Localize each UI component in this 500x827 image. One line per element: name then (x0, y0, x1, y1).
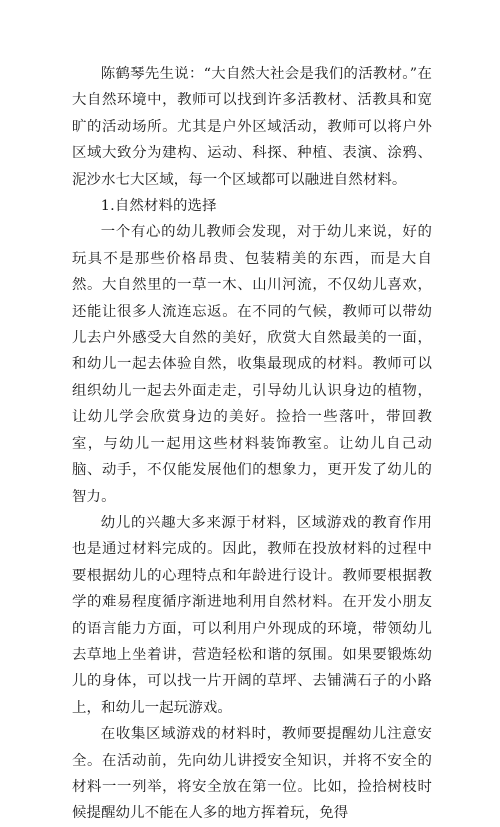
body-paragraph-3: 在收集区域游戏的材料时，教师要提醒幼儿注意安全。在活动前，先向幼儿讲授安全知识，并将不安全的材料一一列举，将安全放在第一位。比如，捡拾树枝时候提醒幼儿不能在人多的地方挥着玩，免得 (72, 726, 432, 822)
intro-paragraph: 陈鹤琴先生说：“大自然大社会是我们的活教材。”在大自然环境中，教师可以找到许多活教材、活教具和宽旷的活动场所。尤其是户外区域活动，教师可以将户外区域大致分为建构、运动、科探、种植、表演、涂鸦、泥沙水七大区域，每一个区域都可以融进自然材料。 (72, 66, 432, 188)
body-paragraph-2: 幼儿的兴趣大多来源于材料，区域游戏的教育作用也是通过材料完成的。因此，教师在投放材料的过程中要根据幼儿的心理特点和年龄进行设计。教师要根据教学的难易程度循序渐进地利用自然材料。在开发小朋友的语言能力方面，可以利用户外现成的环境，带领幼儿去草地上坐着讲，营造轻松和谐的氛围。如果要锻炼幼儿的身体，可以找一片开阔的草坪、去铺满石子的小路上，和幼儿一起玩游戏。 (72, 514, 432, 716)
section-heading: 1.自然材料的选择 (100, 198, 217, 215)
body-paragraph-1: 一个有心的幼儿教师会发现，对于幼儿来说，好的玩具不是那些价格昂贵、包装精美的东西，而是大自然。大自然里的一草一木、山川河流，不仅幼儿喜欢，还能让很多人流连忘返。在不同的气候，教师可以带幼儿去户外感受大自然的美好，欣赏大自然最美的一面，和幼儿一起去体验自然，收集最现成的材料。教师可以组织幼儿一起去外面走走，引导幼儿认识身边的植物，让幼儿学会欣赏身边的美好。捡拾一些落叶，带回教室，与幼儿一起用这些材料装饰教室。让幼儿自己动脑、动手，不仅能发展他们的想象力，更开发了幼儿的智力。 (72, 224, 432, 505)
document-body (72, 61, 432, 827)
